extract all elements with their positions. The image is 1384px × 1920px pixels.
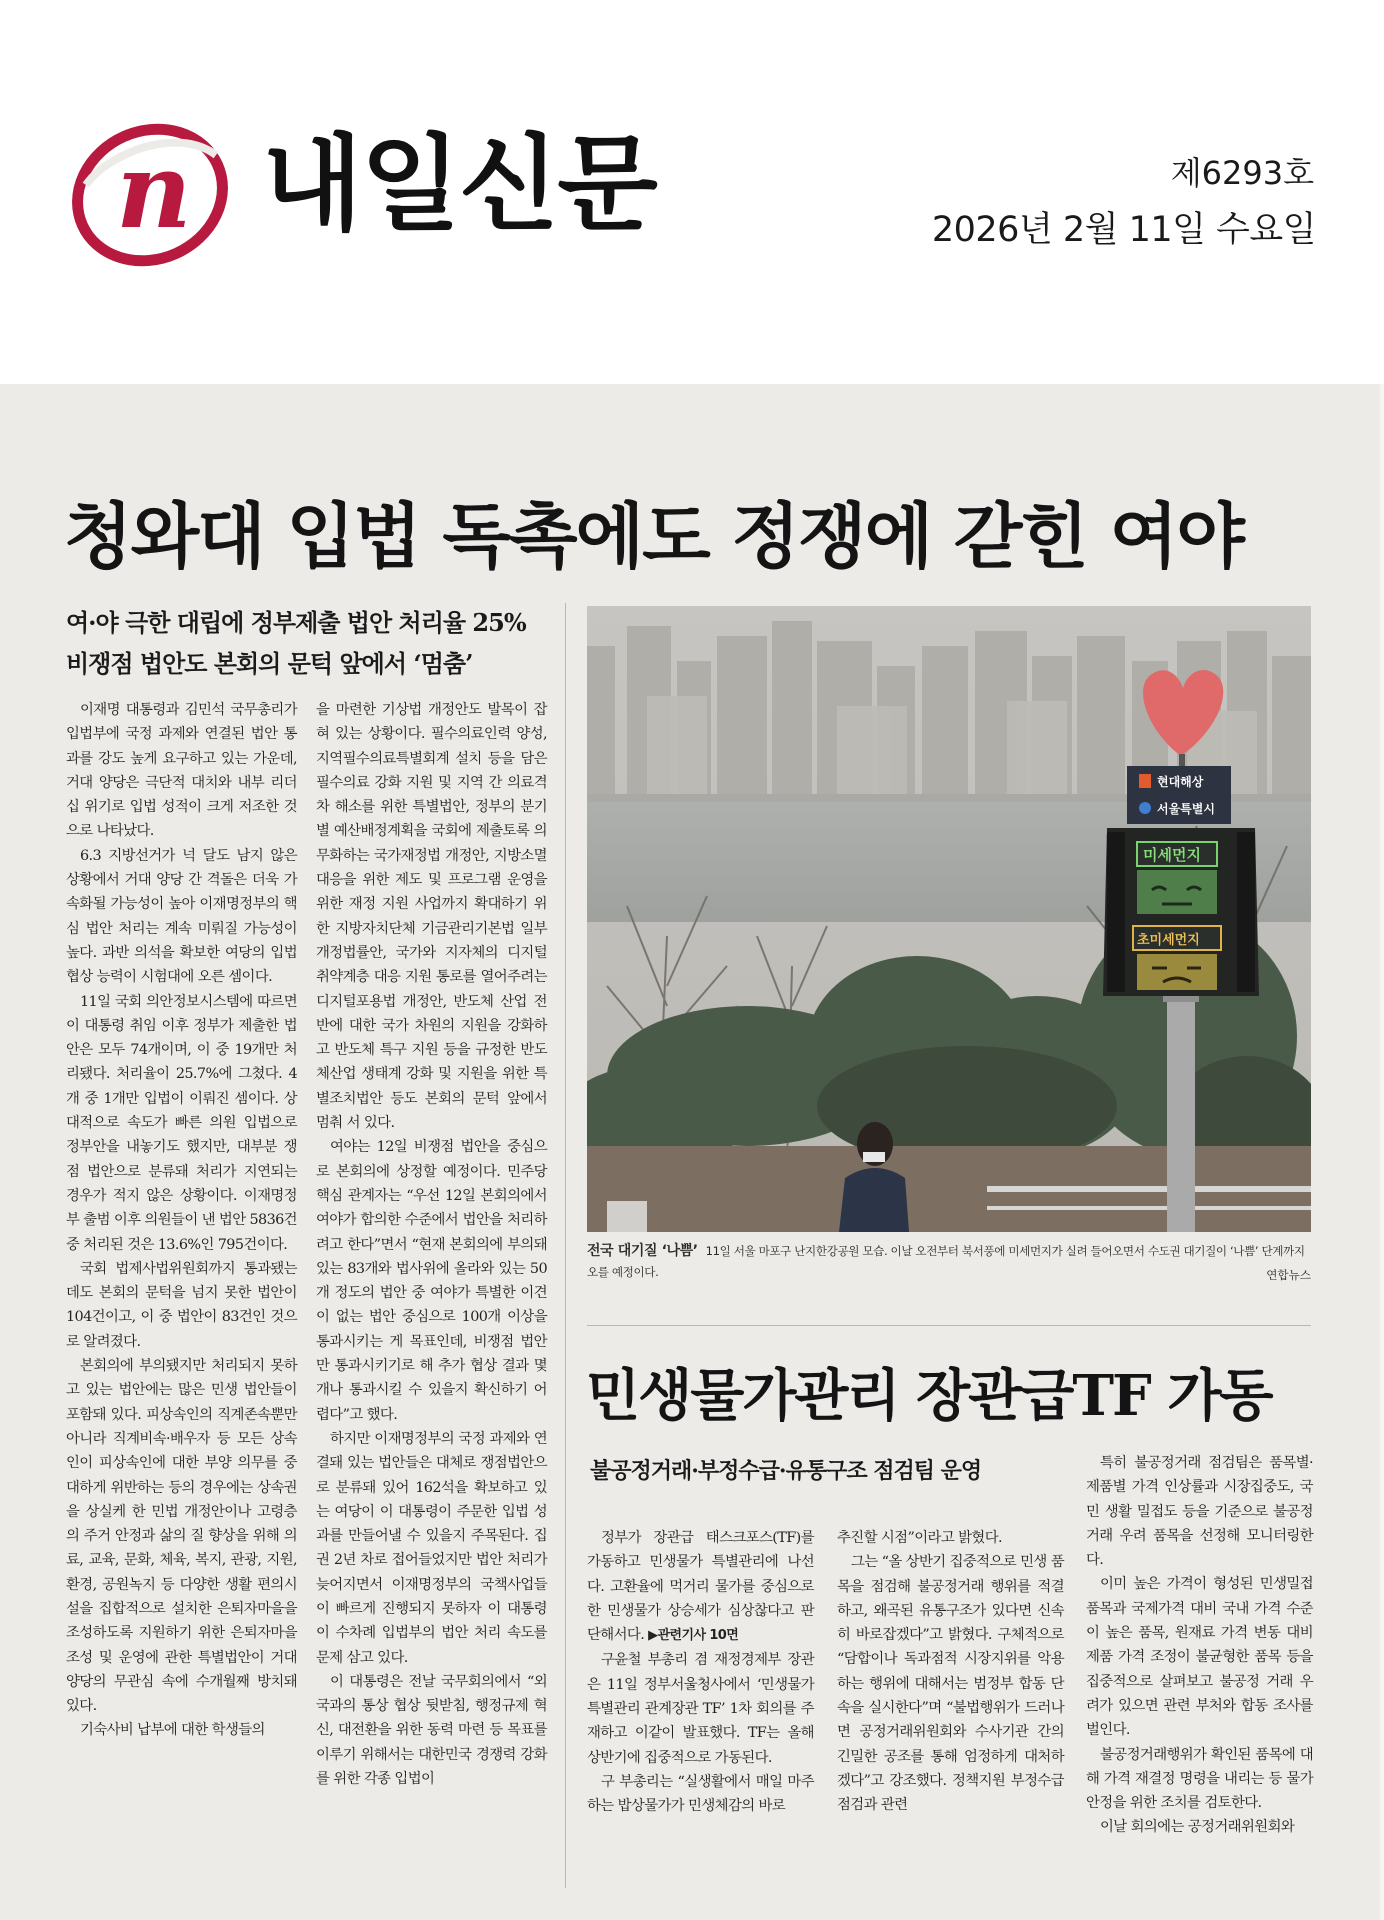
article1-column-2 bbox=[316, 698, 547, 1791]
paragraph: 이미 높은 가격이 형성된 민생밀접 품목과 국제가격 대비 국내 가격 수준이 높은 품목, 원재료 가격 변동 대비 제품 가격 조정이 불균형한 품목 등을 집중적으로 살펴보고 불공정 거래 우려가 있으면 관련 부처와 합동 조사를 벌인다. bbox=[1086, 1576, 1313, 1739]
main-subheadline bbox=[66, 602, 566, 684]
paragraph: 본회의에 부의됐지만 처리되지 못하고 있는 법안에는 많은 민생 법안들이 포함돼 있다. 피상속인의 직계존속뿐만 아니라 직계비속·배우자 등 모든 상속인이 피상속인에 대한 부양 의무를 중대하게 위반하는 등의 경우에는 상속권을 상실케 한 민법 개정안이나 고령층의 주거 안정과 삶의 질 향상을 위해 의료, 교육, 문화, 체육, 복지, 관광, 지원, 환경, 공원녹지 등 다양한 생활 편의시설을 집합적으로 설치한 은퇴자마을을 조성하도록 지원하기 위한 은퇴자마을 조성 및 운영에 관한 특별법안이 거대양당의 무관심 속에 수개월째 방치돼 있다. bbox=[66, 1358, 297, 1715]
sign-top-text: 현대해상 bbox=[1157, 775, 1204, 789]
paragraph: 기숙사비 납부에 대한 학생들의 bbox=[80, 1722, 265, 1739]
caption-title: 전국 대기질 ‘나쁨’ bbox=[587, 1243, 698, 1259]
paragraph: 6.3 지방선거가 넉 달도 남지 않은 상황에서 거대 양당 간 격돌은 더욱 가속화될 가능성이 높아 이재명정부의 핵심 법안 처리는 계속 미뤄질 가능성이 높다. 과반 의석을 확보한 여당의 입법 협상 능력이 시험대에 오른 셈이다. bbox=[66, 847, 297, 986]
paragraph bbox=[587, 1526, 814, 1648]
photo-illustration bbox=[587, 606, 1311, 1232]
paragraph: 추진할 시점”이라고 밝혔다. bbox=[837, 1530, 1002, 1546]
newspaper-name[interactable]: 내일신문 bbox=[262, 123, 656, 245]
sign-bottom-text: 서울특별시 bbox=[1157, 802, 1215, 816]
paper-edge bbox=[1380, 384, 1384, 1920]
subheadline-line: 여·야 극한 대립에 정부제출 법안 처리율 25% bbox=[66, 608, 526, 637]
second-headline[interactable]: 민생물가관리 장관급TF 가동 bbox=[586, 1363, 1272, 1429]
news-photo[interactable] bbox=[587, 606, 1311, 1232]
paragraph: 이 대통령은 전날 국무회의에서 “외국과의 통상 협상 뒷받침, 행정규제 혁신, 대전환을 위한 동력 마련 등 목표를 이루기 위해서는 대한민국 경쟁력 강화를 위한 각종 입법이 bbox=[316, 1673, 547, 1788]
paragraph: 을 마련한 기상법 개정안도 발목이 잡혀 있는 상황이다. 필수의료인력 양성, 지역필수의료특별회계 설치 등을 담은 필수의료 강화 지원 및 지역 간 의료격차 해소를 위한 특별법안, 정부의 분기별 예산배정계획을 국회에 제출토록 의무화하는 국가재정법 개정안, 지방소멸대응을 위한 제도 및 프로그램 운영을 위한 재정 지원 사업까지 확대하기 위한 지방자치단체 기금관리기본법 일부개정법률안, 국가와 지자체의 디지털 취약계층 대응 지원 통로를 열어주려는 디지털포용법 개정안, 반도체 산업 전반에 대한 국가 차원의 지원을 강화하고 반도체 특구 지원 등을 규정한 반도체산업 생태계 강화 및 지원을 위한 특별조치법안 등도 본회의 문턱 앞에서 멈춰 서 있다. bbox=[316, 702, 547, 1132]
caption-text: 11일 서울 마포구 난지한강공원 모습. 이날 오전부터 북서풍에 미세먼지가 실려 들어오면서 수도권 대기질이 ‘나쁨’ 단계까지 오를 예정이다. bbox=[587, 1244, 1305, 1279]
paragraph: 이재명 대통령과 김민석 국무총리가 입법부에 국정 과제와 연결된 법안 통과를 강도 높게 요구하고 있는 가운데, 거대 양당은 극단적 대치와 내부 리더십 위기로 입법 성적이 크게 저조한 것으로 나타났다. bbox=[66, 702, 297, 840]
subheadline-line: 비쟁점 법안도 본회의 문턱 앞에서 ‘멈춤’ bbox=[66, 649, 473, 678]
paragraph: 특히 불공정거래 점검팀은 품목별·제품별 가격 인상률과 시장집중도, 국민 생활 밀접도 등을 기준으로 불공정거래 우려 품목을 선정해 모니터링한다. bbox=[1086, 1455, 1313, 1569]
article2-column-2 bbox=[837, 1526, 1064, 1818]
issue-date: 2026년 2월 11일 수요일 bbox=[931, 210, 1316, 250]
photo-caption bbox=[587, 1241, 1311, 1283]
display-text-2: 초미세먼지 bbox=[1137, 933, 1200, 948]
main-headline[interactable]: 청와대 입법 독촉에도 정쟁에 갇힌 여야 bbox=[64, 494, 1243, 578]
display-text-1: 미세먼지 bbox=[1143, 846, 1201, 864]
photo-credit: 연합뉴스 bbox=[1266, 1268, 1311, 1282]
column-divider bbox=[565, 603, 566, 1888]
paragraph: 이날 회의에는 공정거래위원회와 bbox=[1100, 1819, 1295, 1836]
issue-number: 제6293호 bbox=[1170, 154, 1314, 192]
paragraph-text: 정부가 장관급 태스크포스(TF)를 가동하고 민생물가 특별관리에 나선다. 고환율에 먹거리 물가를 중심으로 한 민생물가 상승세가 심상찮다고 판단해서다. bbox=[587, 1530, 814, 1644]
paragraph: 불공정거래행위가 확인된 품목에 대해 가격 재결정 명령을 내리는 등 물가 안정을 위한 조치를 검토한다. bbox=[1086, 1746, 1313, 1812]
front-page bbox=[0, 384, 1384, 1920]
section-divider bbox=[587, 1325, 1311, 1326]
newspaper-logo-icon[interactable] bbox=[66, 115, 230, 273]
second-subheadline: 불공정거래·부정수급·유통구조 점검팀 운영 bbox=[590, 1458, 982, 1484]
paragraph: 11일 국회 의안정보시스템에 따르면 이 대통령 취임 이후 정부가 제출한 법안은 모두 74개이며, 이 중 19개만 처리됐다. 처리율이 25.7%에 그쳤다. 4개 중 1개만 입법이 이뤄진 셈이다. 상대적으로 속도가 빠른 의원 입법으로 정부안을 내놓기도 했지만, 대부분 쟁점 법안으로 분류돼 처리가 지연되는 경우가 적지 않은 상황이다. 이재명정부 출범 이후 의원들이 낸 법안 5836건 중 처리된 것은 13.6%인 795건이다. bbox=[66, 993, 297, 1253]
masthead bbox=[0, 0, 1384, 384]
paragraph: 국회 법제사법위원회까지 통과됐는데도 본회의 문턱을 넘지 못한 법안이 104건이고, 이 중 법안이 83건인 것으로 알려졌다. bbox=[66, 1260, 297, 1350]
article2-column-3 bbox=[1086, 1451, 1313, 1840]
article2-column-1 bbox=[587, 1526, 814, 1819]
paragraph: 구윤철 부총리 겸 재정경제부 장관은 11일 정부서울청사에서 ‘민생물가 특별관리 관계장관 TF’ 1차 회의를 주재하고 이같이 발표했다. TF는 올해 상반기에 집중적으로 가동된다. bbox=[587, 1652, 814, 1766]
paragraph: 하지만 이재명정부의 국정 과제와 연결돼 있는 법안들은 대체로 쟁점법안으로 분류돼 있어 162석을 확보하고 있는 여당이 이 대통령이 주문한 입법 성과를 만들어낼 수 있을지 주목된다. 집권 2년 차로 접어들었지만 법안 처리가 늦어지면서 이재명정부의 국책사업들이 빠르게 진행되지 못하자 이 대통령이 수차례 입법부의 법안 처리 속도를 문제 삼고 있다. bbox=[316, 1430, 547, 1666]
paragraph: 여야는 12일 비쟁점 법안을 중심으로 본회의에 상정할 예정이다. 민주당 핵심 관계자는 “우선 12일 본회의에서 여야가 합의한 수준에서 법안을 처리하려고 한다”면서 “현재 본회의에 부의돼 있는 83개와 법사위에 올라와 있는 50개 정도의 법안 중 여야가 특별한 이견이 없는 법안 중심으로 100개 이상을 통과시키는 게 목표인데, 비쟁점 법안만 통과시키기로 해 추가 협상 결과 몇 개나 통과시킬 수 있을지 확신하기 어렵다”고 했다. bbox=[316, 1139, 547, 1423]
paragraph: 구 부총리는 “실생활에서 매일 마주하는 밥상물가가 민생체감의 바로 bbox=[587, 1773, 814, 1815]
article1-column-1 bbox=[66, 698, 297, 1743]
related-article-link[interactable]: ▶관련기사 10면 bbox=[648, 1628, 739, 1644]
paragraph: 그는 “올 상반기 집중적으로 민생 품목을 점검해 불공정거래 행위를 적결하고, 왜곡된 유통구조가 있다면 신속히 바로잡겠다”고 밝혔다. 구체적으로 “담합이나 독과점적 시장지위를 악용하는 행위에 대해서는 범정부 합동 단속을 실시한다”며 “불법행위가 드러나면 공정거래위원회와 수사기관 간의 긴밀한 공조를 통해 엄정하게 대처하겠다”고 강조했다. 정책지원 부정수급 점검과 관련 bbox=[837, 1554, 1064, 1814]
logo-letter: n bbox=[116, 129, 192, 252]
